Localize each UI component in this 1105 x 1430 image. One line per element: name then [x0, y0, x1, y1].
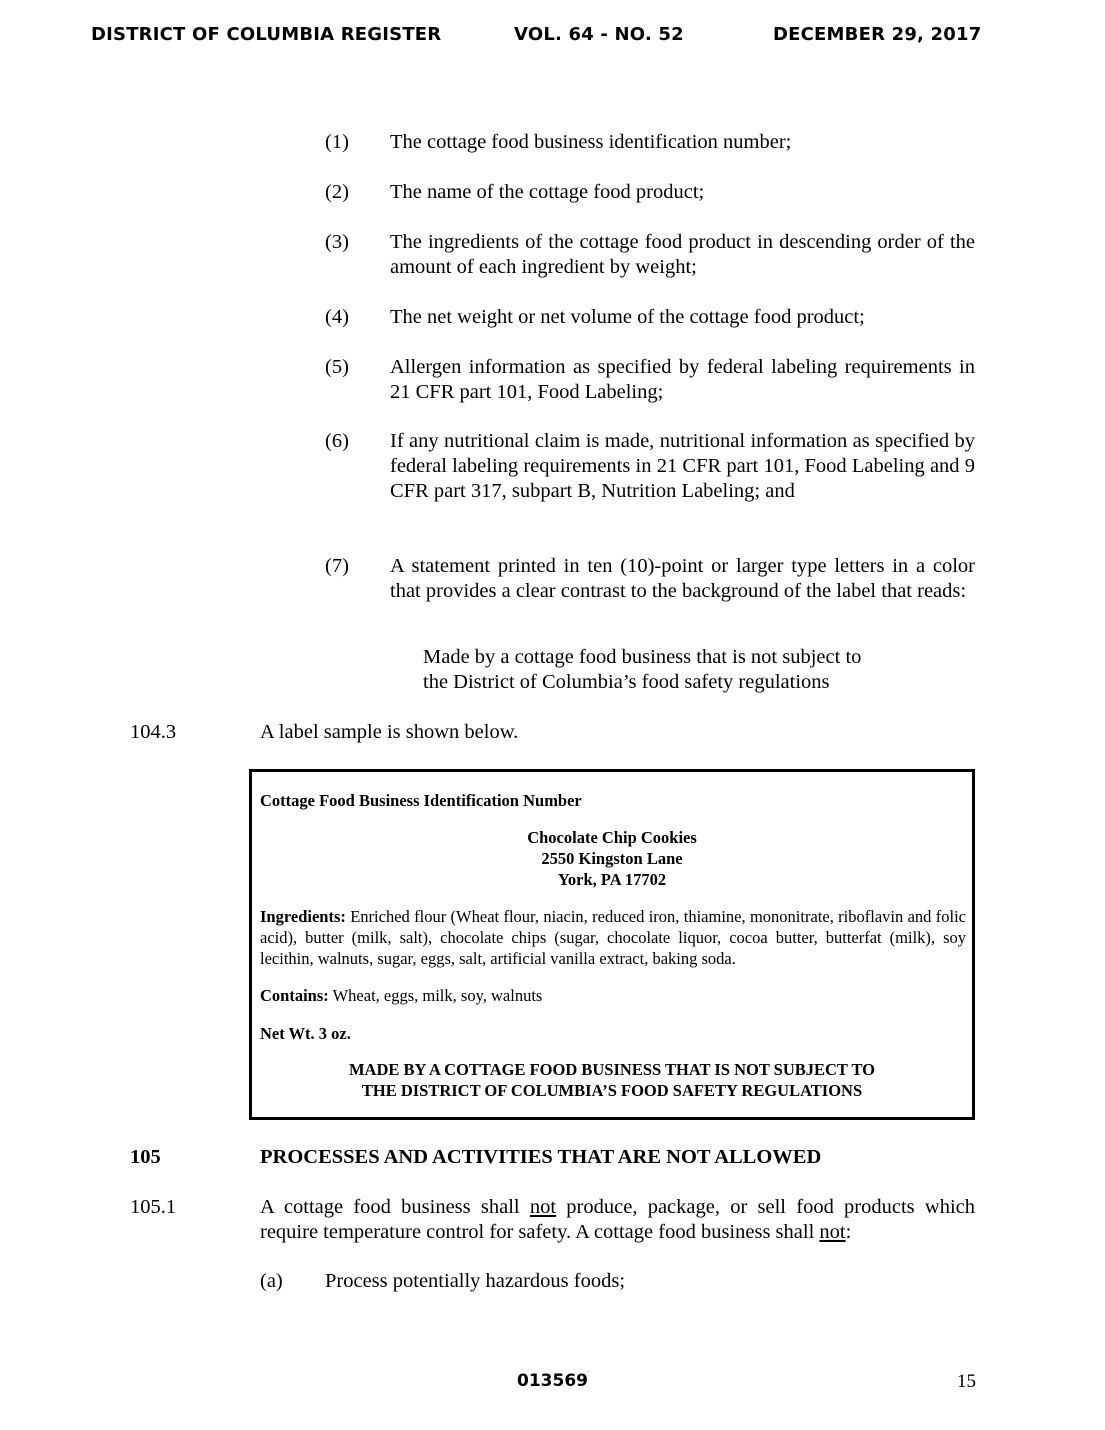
contains-heading: Contains: [260, 986, 329, 1005]
contains-text: Wheat, eggs, milk, soy, walnuts [328, 986, 543, 1005]
label-contains [260, 985, 542, 1006]
section-number: 105.1 [130, 1196, 177, 1218]
volume-number: VOL. 64 - NO. 52 [514, 24, 684, 45]
item-number: (5) [325, 356, 349, 378]
ingredients-heading: Ingredients: [260, 907, 346, 926]
item-number: (6) [325, 430, 349, 452]
item-text: The name of the cottage food product; [390, 181, 705, 203]
label-statement-line: THE DISTRICT OF COLUMBIA’S FOOD SAFETY REGULATIONS [361, 1081, 863, 1100]
label-address-line: York, PA 17702 [557, 870, 667, 889]
label-ingredients [260, 906, 966, 969]
item-text: Allergen information as specified by federal labeling requirements in 21 CFR part 101, Food Labeling; [390, 356, 975, 403]
ingredients-text: Enriched flour (Wheat flour, niacin, reduced iron, thiamine, mononitrate, riboflavin and folic acid), butter (milk, salt), chocolate chips (sugar, chocolate liquor, cocoa butter, butterfat (milk), soy lecithin, walnuts, sugar, eggs, salt, artificial vanilla extract, baking soda. [260, 907, 966, 968]
text-run: produce, package, or sell food products which require temperature control for safety. A cottage food business shall [260, 1196, 975, 1243]
text-run: A cottage food business shall [260, 1196, 530, 1218]
label-sample-box [249, 769, 975, 1120]
label-address-line: 2550 Kingston Lane [541, 849, 683, 868]
item-text: The ingredients of the cottage food product in descending order of the amount of each ingredient by weight; [390, 231, 975, 278]
quoted-statement-line: Made by a cottage food business that is not subject to [423, 646, 862, 668]
underlined-word: not [529, 1196, 557, 1218]
item-text: A statement printed in ten (10)-point or larger type letters in a color that provides a clear contrast to the background of the label that reads: [390, 555, 975, 602]
label-statement-line: MADE BY A COTTAGE FOOD BUSINESS THAT IS NOT SUBJECT TO [348, 1060, 876, 1079]
document-code: 013569 [517, 1371, 588, 1391]
item-number: (4) [325, 306, 349, 328]
section-number: 104.3 [130, 721, 177, 743]
text-run: : [845, 1221, 852, 1243]
section-text [260, 1195, 975, 1245]
quoted-statement-line: the District of Columbia’s food safety regulations [423, 671, 830, 693]
label-net-weight: Net Wt. 3 oz. [260, 1024, 351, 1043]
underlined-word: not [819, 1221, 846, 1243]
page-number: 15 [957, 1371, 976, 1392]
item-number: (2) [325, 181, 349, 203]
section-number: 105 [130, 1146, 161, 1168]
section-heading: PROCESSES AND ACTIVITIES THAT ARE NOT ALLOWED [260, 1146, 822, 1168]
section-text: A label sample is shown below. [260, 721, 519, 743]
item-text: If any nutritional claim is made, nutritional information as specified by federal labeling requirements in 21 CFR part 101, Food Labeling and 9 CFR part 317, subpart B, Nutrition Labeling; and [390, 430, 975, 502]
register-title: DISTRICT OF COLUMBIA REGISTER [91, 24, 442, 45]
item-number: (7) [325, 555, 349, 577]
item-text: The net weight or net volume of the cottage food product; [390, 306, 865, 328]
item-text: Process potentially hazardous foods; [325, 1270, 626, 1292]
item-number: (a) [260, 1270, 283, 1292]
label-product-name: Chocolate Chip Cookies [527, 828, 697, 847]
item-number: (1) [325, 131, 349, 153]
item-number: (3) [325, 231, 349, 253]
issue-date: DECEMBER 29, 2017 [773, 24, 982, 45]
item-text: The cottage food business identification number; [390, 131, 792, 153]
label-id-line: Cottage Food Business Identification Number [260, 791, 582, 810]
